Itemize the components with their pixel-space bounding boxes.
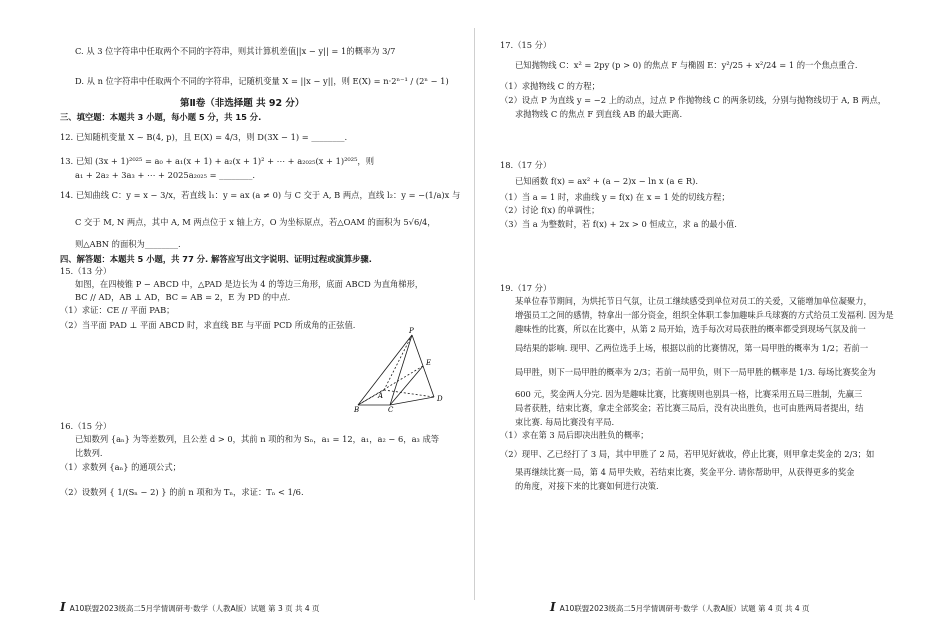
question-16-stem-line1: 已知数列 {aₙ} 为等差数列，且公差 d > 0，其前 n 项的和为 Sₙ，a₁ = 12，a₁，a₂ − 6，a₃ 成等 xyxy=(75,434,440,444)
edge-PC xyxy=(390,335,412,405)
label-B: B xyxy=(354,406,360,413)
question-19-stem-line1: 某单位春节期间，为烘托节日气氛，让员工继续感受到单位对员工的关爱，又能增加单位凝聚力， xyxy=(515,296,872,306)
question-19-part2-line1: （2）现甲、乙已经打了 3 局，其中甲胜了 2 局，若甲见好就收，停止比赛，则甲拿走奖金的 2/3；如 xyxy=(500,449,875,459)
publisher-logo: 𝑰 xyxy=(550,600,556,614)
question-16-part1: （1）求数列 {aₙ} 的通项公式； xyxy=(60,462,181,472)
question-16-stem-line2: 比数列. xyxy=(75,448,103,458)
section-three-heading: 三、填空题：本题共 3 小题，每小题 5 分，共 15 分. xyxy=(60,112,262,122)
question-19-part2-line3: 的角度，对接下来的比赛如何进行决策. xyxy=(515,481,659,491)
question-19-part2-line2: 果再继续比赛一局，第 4 局甲失败，若结束比赛，奖金平分. 请你帮助甲，从获得更多的奖金 xyxy=(515,467,855,477)
pyramid-figure xyxy=(352,325,452,413)
footer-page-4 xyxy=(550,600,810,614)
question-18-title: 18.（17 分） xyxy=(500,160,552,170)
option-d: D. 从 n 位字符串中任取两个不同的字符串，记随机变量 X = ||x − y||，则 E(X) = n·2ⁿ⁻¹ / (2ⁿ − 1) xyxy=(75,76,449,86)
segment-EB xyxy=(358,366,423,405)
question-19-stem-line2: 增强员工之间的感情，特拿出一部分资金，组织全体职工参加趣味乒乓球赛的方式给员工发福利. 因为是 xyxy=(515,310,894,320)
question-19-stem-line4: 局结果的影响. 现甲、乙两位选手上场，根据以前的比赛情况，第一局甲胜的概率为 1/2；若前一 xyxy=(515,343,869,353)
question-17-title: 17.（15 分） xyxy=(500,40,552,50)
question-17-part2-line2: 求抛物线 C 的焦点 F 到直线 AB 的最大距离. xyxy=(515,109,683,119)
question-18-part2: （2）讨论 f(x) 的单调性； xyxy=(500,205,600,215)
question-19-stem-line3: 趣味性的比赛，所以在比赛中，从第 2 局开始，选手每次对局获胜的概率都受到现场气氛及前一 xyxy=(515,324,866,334)
question-19-stem-line7: 局者获胜，结束比赛，拿走全部奖金；若比赛三局后，没有决出胜负，也可由胜两局者提出，结 xyxy=(515,403,864,413)
exam-page-4 xyxy=(475,0,950,634)
label-C: C xyxy=(388,406,394,413)
edge-CD xyxy=(390,397,434,405)
question-14-line3: 则△ABN 的面积为________. xyxy=(75,239,181,249)
question-15-stem-line2: BC // AD，AB ⊥ AD，BC = AB = 2，E 为 PD 的中点. xyxy=(75,292,291,302)
footer-text: A10联盟2023级高二5月学情调研考·数学（人教A版）试题 第 4 页 共 4 页 xyxy=(559,604,810,613)
question-14-line2: C 交于 M, N 两点，其中 A, M 两点位于 x 轴上方，O 为坐标原点，若△OAM 的面积为 5√6/4， xyxy=(75,217,436,227)
question-18-part3: （3）当 a 为整数时，若 f(x) + 2x > 0 恒成立，求 a 的最小值. xyxy=(500,219,737,229)
question-13-line2: a₁ + 2a₂ + 3a₃ + ⋯ + 2025a₂₀₂₅ = ________. xyxy=(75,170,255,180)
question-19-title: 19.（17 分） xyxy=(500,283,552,293)
question-19-stem-line8: 束比赛. 每局比赛没有平局. xyxy=(515,417,615,427)
option-c: C. 从 3 位字符串中任取两个不同的字符串，则其计算机差值||x − y|| = 1的概率为 3/7 xyxy=(75,46,396,56)
question-13-line1: 13. 已知 (3x + 1)²⁰²⁵ = a₀ + a₁(x + 1) + a₂(x + 1)² + ⋯ + a₂₀₂₅(x + 1)²⁰²⁵，则 xyxy=(60,156,375,166)
part-two-title: 第Ⅱ卷（非选择题 共 92 分） xyxy=(180,98,305,109)
segment-EC xyxy=(390,366,423,405)
question-12: 12. 已知随机变量 X ~ B(4, p)，且 E(X) = 4/3，则 D(3X − 1) = ________. xyxy=(60,132,348,142)
publisher-logo: 𝑰 xyxy=(60,600,66,614)
question-15-part1: （1）求证：CE // 平面 PAB； xyxy=(60,305,175,315)
question-17-stem: 已知抛物线 C：x² = 2py (p > 0) 的焦点 F 与椭圆 E：y²/25 + x²/24 = 1 的一个焦点重合. xyxy=(515,60,858,70)
footer-text: A10联盟2023级高二5月学情调研考·数学（人教A版）试题 第 3 页 共 4 页 xyxy=(69,604,320,613)
label-P: P xyxy=(409,327,414,335)
question-18-stem: 已知函数 f(x) = ax² + (a − 2)x − ln x (a ∈ R). xyxy=(515,176,698,186)
question-17-part2-line1: （2）设点 P 为直线 y = −2 上的动点，过点 P 作抛物线 C 的两条切线，分别与抛物线切于 A, B 两点， xyxy=(500,95,887,105)
question-17-part1: （1）求抛物线 C 的方程； xyxy=(500,81,600,91)
question-19-part1: （1）求在第 3 局后即决出胜负的概率； xyxy=(500,430,649,440)
question-18-part1: （1）当 a = 1 时，求曲线 y = f(x) 在 x = 1 处的切线方程； xyxy=(500,192,730,202)
question-16-title: 16.（15 分） xyxy=(60,421,112,431)
label-E: E xyxy=(426,359,432,367)
question-15-stem-line1: 如图，在四棱锥 P − ABCD 中，△PAD 是边长为 4 的等边三角形，底面 ABCD 为直角梯形， xyxy=(75,279,424,289)
label-D: D xyxy=(437,395,443,403)
edge-PB xyxy=(358,335,412,405)
edge-AD xyxy=(384,390,434,397)
question-19-stem-line5: 局甲胜，则下一局甲胜的概率为 2/3；若前一局甲负，则下一局甲胜的概率是 1/3. 每场比赛奖金为 xyxy=(515,367,876,377)
question-19-stem-line6: 600 元，奖金两人分完. 因为是趣味比赛，比赛规则也别具一格，比赛采用五局三胜制，先赢三 xyxy=(515,389,863,399)
question-15-title: 15.（13 分） xyxy=(60,266,112,276)
label-A: A xyxy=(378,392,384,400)
question-14-line1: 14. 已知曲线 C：y = x − 3/x，若直线 l₁：y = ax (a ≠ 0) 与 C 交于 A, B 两点，直线 l₂：y = −(1/a)x 与 xyxy=(60,190,461,200)
section-four-heading: 四、解答题：本题共 5 小题，共 77 分. 解答应写出文字说明、证明过程或演算步骤. xyxy=(60,254,372,264)
question-16-part2: （2）设数列 { 1/(Sₙ − 2) } 的前 n 项和为 Tₙ，求证：Tₙ < 1/6. xyxy=(60,487,304,497)
footer-page-3 xyxy=(60,600,320,614)
question-15-part2: （2）当平面 PAD ⊥ 平面 ABCD 时，求直线 BE 与平面 PCD 所成角的正弦值. xyxy=(60,320,356,330)
edge-PA xyxy=(384,335,412,390)
